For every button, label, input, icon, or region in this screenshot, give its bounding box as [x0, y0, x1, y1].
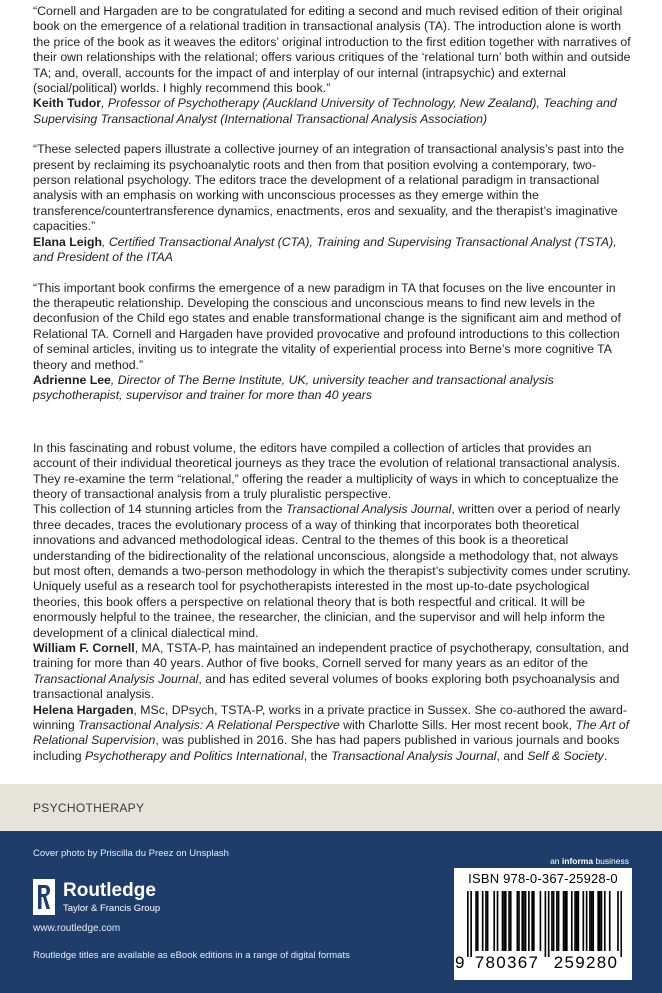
review-quote: “This important book confirms the emergence of a new paradigm in TA that focuses on the live encounter in the therapeutic relationship. Developing the conscious and unconscious means to find new levels in the deconfusion of the Child ego states and enable transformational change is the significant aim and method of Relational TA. Cornell and Hargaden have provided provocative and profound introductions to this collection of seminal articles, inviting us to integrate the vitality of experiential process into Berne’s more cognitive TA theory and method.”	[33, 280, 621, 372]
barcode-bar	[533, 891, 535, 951]
barcode-bar	[574, 891, 576, 951]
barcode-bar	[620, 891, 622, 957]
reviewer-credentials: , Certified Transactional Analyst (CTA), Training and Supervising Transactional Analyst (TSTA), and President of the ITAA	[33, 234, 617, 265]
barcode-digits	[454, 953, 632, 977]
journal-title: Psychotherapy and Politics International	[84, 748, 304, 763]
barcode-bar	[497, 891, 499, 951]
description-paragraph-2: This collection of 14 stunning articles from the Transactional Analysis Journal, written over a period of nearly three decades, traces the evolutionary process of a way of thinking that incorporates both theoretical innovations and advanced methodological ideas. Central to the themes of this book is a theoretical understanding of the bidirectionality of the relational unconscious, alongside a methodology that, not always but most often, demands a two-person methodology in which the therapist’s subjectivity comes under scrutiny.	[33, 502, 631, 578]
journal-title: Transactional Analysis Journal	[285, 502, 452, 517]
barcode-bar	[521, 891, 523, 951]
barcode-bar	[502, 891, 504, 951]
author-bio-hargaden: Helena Hargaden, MSc, DPsych, TSTA-P, works in a private practice in Sussex. She co-authored the award-winning Transactional Analysis: A Relational Perspective with Charlotte Sills. Her most recent book, The Art of Relational Supervision, was published in 2016. She has had papers published in various journals and books including Psychotherapy and Politics International, the Transactional Analysis Journal, and Self & Society.	[33, 702, 629, 763]
reviewer-name: Adrienne Lee	[33, 372, 111, 387]
barcode-bar	[586, 891, 588, 951]
barcode-bar	[609, 891, 611, 951]
subject-category: PSYCHOTHERAPY	[33, 801, 145, 815]
journal-title: Transactional Analysis Journal	[33, 671, 199, 686]
review-quote: “These selected papers illustrate a collective journey of an integration of transactional analysis’s past into the present by reclaiming its psychoanalytic roots and then from that position evolving a contemporary, two-person relational psychology. The editors trace the development of a relational paradigm in transactional analysis with an emphasis on working with unconscious processes as they emerge within the transference/countertransference dynamics, enactments, eros and sexuality, and the therapist’s imaginative capacities.”	[33, 142, 625, 234]
barcode-digits-left: 780367	[474, 953, 540, 972]
reviewer-credentials: , Professor of Psychotherapy (Auckland University of Technology, New Zealand), Teaching and Supervising Transactional Analyst (International Transactional Analysis Association)	[33, 96, 617, 126]
back-cover-text	[33, 4, 633, 764]
routledge-logo	[33, 879, 193, 917]
barcode-bar	[571, 891, 573, 951]
reviewer-name: Elana Leigh	[33, 234, 103, 249]
barcode-bars	[464, 891, 622, 957]
barcode-bar	[591, 891, 593, 951]
barcode-bar	[601, 891, 603, 951]
barcode-bar	[553, 891, 555, 951]
review-attribution	[33, 96, 633, 127]
informa-tagline: an informa business	[550, 856, 629, 866]
review-attribution	[33, 235, 633, 266]
isbn-label: ISBN 978-0-367-25928-0	[468, 871, 618, 886]
informa-brand: informa	[561, 856, 594, 866]
barcode-bar	[556, 891, 558, 951]
barcode-bar	[475, 891, 477, 951]
barcode-bar	[531, 891, 533, 951]
category-band	[0, 784, 662, 831]
publisher-group: Taylor & Francis Group	[63, 903, 161, 914]
journal-title: Self & Society	[527, 748, 604, 763]
barcode-bar	[525, 891, 527, 951]
barcode-bar	[518, 891, 520, 951]
review-quote: “Cornell and Hargaden are to be congratulated for editing a second and much revised edition of their original book on the emergence of a relational tradition in transactional analysis (TA). The introduction alone is worth the price of the book as it weaves the editors’ original introduction to the first edition together with narratives of their own relationships with the relational; offers various critiques of the ‘relational turn’ both within and outside TA; and, overall, accounts for the impact of and interplay of our internal (intrapsychic) and external (social/political) worlds. I highly recommend this book.”	[33, 4, 631, 96]
description-paragraph-3: Uniquely useful as a research tool for psychotherapists interested in the most up-to-date psychological theories, this book offers a perspective on relational theory that is both respectful and critical. It will be enormously helpful to the trainee, the researcher, the clinician, and the supervisor and will help inform the development of a clinical dialectical mind.	[33, 579, 606, 640]
barcode-bar	[508, 891, 510, 951]
barcode-bar	[467, 891, 469, 957]
barcode-bar	[510, 891, 512, 951]
barcode-bar	[599, 891, 601, 951]
barcode-bar	[617, 891, 619, 951]
barcode-bar	[604, 891, 606, 951]
barcode-bar	[589, 891, 591, 951]
reviewer-credentials: , Director of The Berne Institute, UK, university teacher and transactional analysis psychotherapist, supervisor and trainer for more than 40 years	[33, 372, 554, 403]
barcode-bar	[517, 891, 519, 951]
barcode-bar	[597, 891, 599, 951]
publisher-website: www.routledge.com	[33, 923, 121, 934]
isbn-barcode	[454, 868, 632, 980]
review-lee	[33, 281, 633, 404]
barcode-bar	[583, 891, 585, 951]
barcode-bar	[540, 891, 542, 951]
barcode-bar	[576, 891, 578, 951]
ebook-note: Routledge titles are available as eBook editions in a range of digital formats	[33, 950, 350, 961]
barcode-bar	[477, 891, 479, 951]
barcode-bar	[592, 891, 594, 951]
journal-title: Transactional Analysis Journal	[331, 748, 497, 763]
review-tudor	[33, 4, 633, 127]
barcode-bar	[548, 891, 550, 957]
review-leigh	[33, 142, 633, 265]
barcode-bar	[487, 891, 489, 951]
barcode-digits-right: 259280	[553, 953, 619, 972]
author-name: Helena Hargaden	[33, 702, 134, 717]
publisher-name: Routledge	[63, 880, 156, 901]
barcode-bar	[493, 891, 495, 951]
barcode-bar	[566, 891, 568, 951]
barcode-bar	[503, 891, 505, 951]
barcode-bar	[528, 891, 530, 951]
routledge-logo-icon	[33, 879, 55, 915]
barcode-bar	[485, 891, 487, 951]
book-title: The Art of Relational Supervision	[33, 718, 629, 748]
barcode-bar	[470, 891, 472, 957]
barcode-bar	[578, 891, 580, 951]
barcode-bar	[551, 891, 553, 951]
barcode-bar	[558, 891, 560, 951]
author-bio-cornell: William F. Cornell, MA, TSTA-P, has maintained an independent practice of psychotherapy, consultation, and training for more than 40 years. Author of five books, Cornell served for many years as an editor of the Transactional Analysis Journal, and has edited several volumes of books exploring both psychoanalysis and transactional analysis.	[33, 641, 629, 702]
barcode-bar	[563, 891, 565, 951]
barcode-bar	[505, 891, 507, 951]
barcode-bar	[564, 891, 566, 951]
reviewer-name: Keith Tudor	[33, 96, 102, 111]
book-title: Transactional Analysis: A Relational Perspective	[78, 718, 340, 733]
barcode-bar	[482, 891, 484, 951]
cover-photo-credit: Cover photo by Priscilla du Preez on Unsplash	[33, 848, 229, 859]
review-attribution	[33, 373, 633, 404]
barcode-digit-first: 9	[455, 953, 465, 972]
description-paragraph-1: In this fascinating and robust volume, the editors have compiled a collection of articles that provides an account of their individual theoretical journeys as they trace the evolution of relational transactional analysis. They re-examine the term “relational,” offering the reader a multiplicity of ways in which to conceptualize the theory of transactional analysis from a truly pluralistic perspective.	[33, 440, 621, 501]
barcode-bar	[545, 891, 547, 957]
barcode-bar	[523, 891, 525, 951]
author-name: William F. Cornell	[33, 641, 135, 656]
